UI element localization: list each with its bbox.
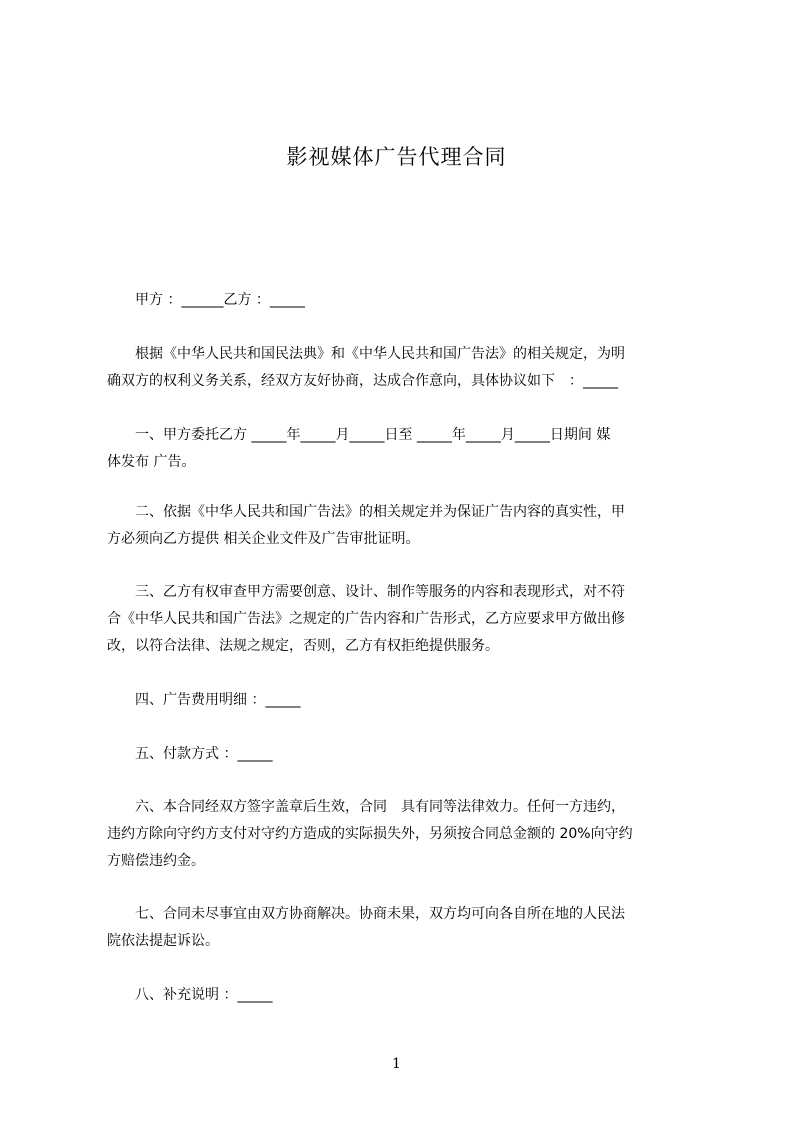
paragraph-line: 根据《中华人民共和国民法典》和《中华人民共和国广告法》的相关规定，为明 (107, 346, 625, 362)
paragraph-line: 体发布 广告。 (107, 454, 196, 470)
paragraph-line: 二、依据《中华人民共和国广告法》的相关规定并为保证广告内容的真实性，甲 (107, 504, 625, 520)
clause-7-paragraph (107, 901, 699, 955)
clause-3-paragraph (107, 579, 699, 660)
paragraph-line: 甲方 ：______乙方 ：_____ (107, 292, 305, 308)
clause-1-paragraph (107, 422, 699, 476)
paragraph-line: 方赔偿违约金。 (107, 853, 205, 869)
paragraph-line: 合《中华人民共和国广告法》之规定的广告内容和广告形式，乙方应要求甲方做出修 (107, 611, 625, 627)
page-number: 1 (392, 1056, 401, 1072)
paragraph-line: 改，以符合法律、法规之规定，否则，乙方有权拒绝提供服务。 (107, 638, 499, 654)
clause-8-paragraph (107, 982, 699, 1009)
paragraph-line: 四、广告费用明细 ：_____ (107, 692, 301, 708)
paragraph-line: 一、甲方委托乙方 _____年_____月_____日至 _____年_____月_____日期间 媒 (107, 427, 611, 443)
paragraph-line: 方必须向乙方提供 相关企业文件及广告审批证明。 (107, 531, 420, 547)
clause-2-paragraph (107, 499, 699, 553)
paragraph-line: 三、乙方有权审查甲方需要创意、设计、制作等服务的内容和表现形式，对不符 (107, 584, 625, 600)
paragraph-line: 院依法提起诉讼。 (107, 933, 219, 949)
paragraph-line: 违约方除向守约方支付对守约方造成的实际损失外，另须按合同总金额的 20%向守约 (107, 826, 633, 842)
clause-4-paragraph (107, 687, 699, 714)
paragraph-line: 五、付款方式 ：_____ (107, 746, 273, 762)
parties-paragraph (107, 287, 699, 314)
preamble-paragraph (107, 341, 699, 395)
paragraph-line: 八、补充说明 ：_____ (107, 987, 273, 1003)
clause-6-paragraph (107, 794, 699, 875)
clause-5-paragraph (107, 741, 699, 768)
paragraph-line: 七、合同未尽事宜由双方协商解决。协商未果，双方均可向各自所在地的人民法 (107, 906, 625, 922)
paragraph-line: 确双方的权利义务关系，经双方友好协商，达成合作意向，具体协议如下 ：_____ (107, 373, 618, 389)
paragraph-line: 六、本合同经双方签字盖章后生效，合同 具有同等法律效力。任何一方违约， (107, 799, 625, 815)
document-title: 影视媒体广告代理合同 (286, 145, 507, 169)
